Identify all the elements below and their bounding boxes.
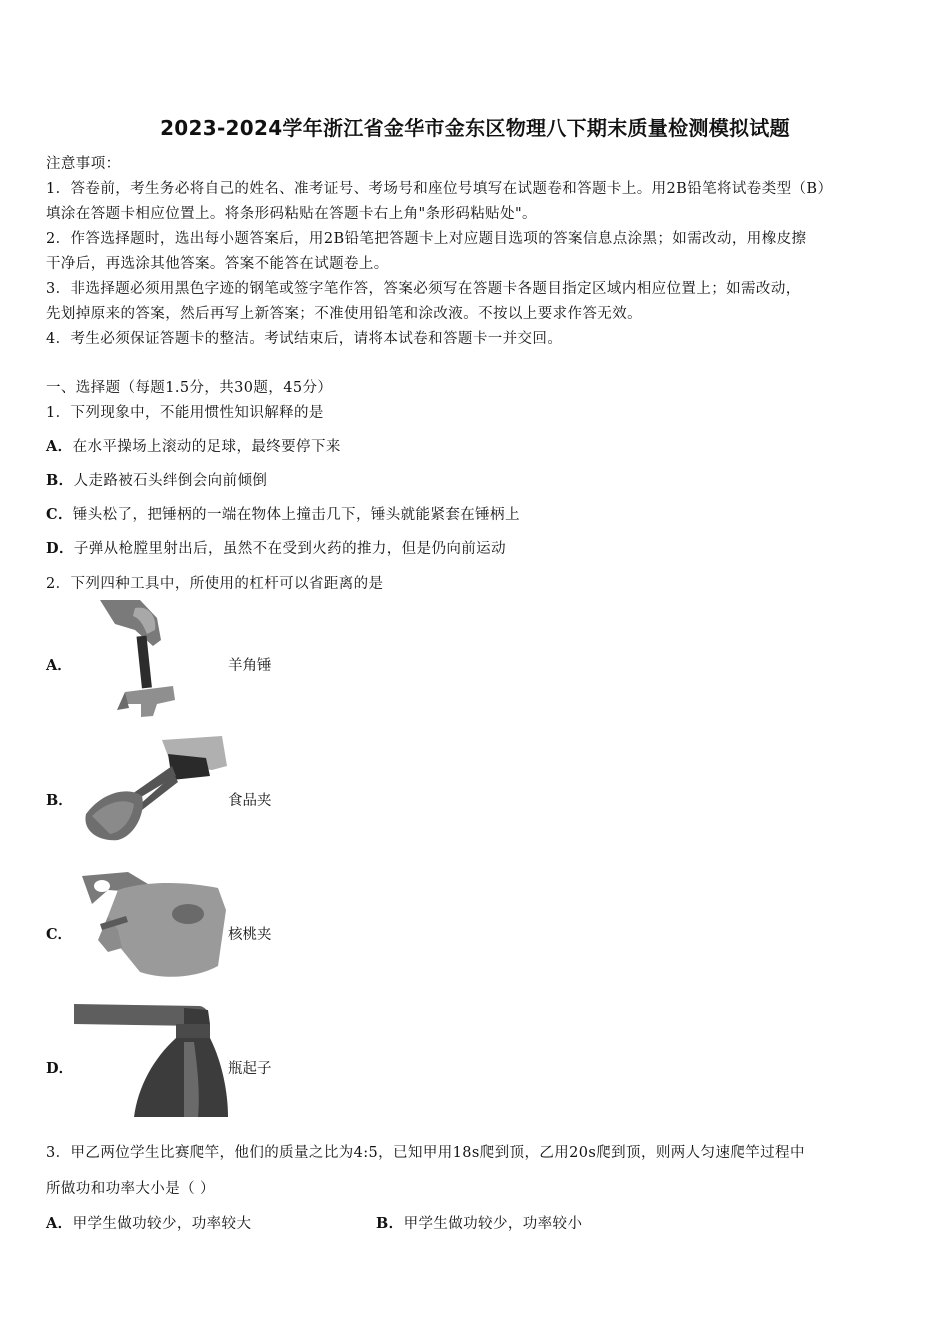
option-text: 甲学生做功较少，功率较小 (403, 1216, 583, 1232)
notice-line: 4．考生必须保证答题卡的整洁。考试结束后，请将本试卷和答题卡一并交回。 (46, 331, 563, 347)
option-text: 甲学生做功较少，功率较大 (72, 1216, 252, 1232)
q3-option-b (376, 1212, 582, 1233)
section-heading: 一、选择题（每题1.5分，共30题，45分） (46, 380, 333, 396)
option-letter: A． (46, 438, 73, 455)
question-2-stem: 2．下列四种工具中，所使用的杠杆可以省距离的是 (46, 576, 384, 592)
q2-option-a-letter: A． (46, 657, 72, 674)
notice-line: 2．作答选择题时，选出每小题答案后，用2B铅笔把答题卡上对应题目选项的答案信息点涂黑；如需改动，用橡皮擦 (46, 231, 807, 247)
q2-option-c-name: 核桃夹 (228, 927, 272, 943)
q2-option-b-letter: B． (46, 792, 73, 809)
question-1-stem: 1．下列现象中，不能用惯性知识解释的是 (46, 405, 324, 421)
notice-line: 1．答卷前，考生务必将自己的姓名、准考证号、考场号和座位号填写在试题卷和答题卡上。用2B铅笔将试卷类型（B） (46, 181, 833, 197)
q2-option-d-name: 瓶起子 (228, 1061, 272, 1077)
nutcracker-photo-icon (78, 870, 228, 982)
q1-option-d (46, 537, 506, 558)
q2-option-c-letter: C． (46, 926, 73, 943)
option-text: 在水平操场上滚动的足球，最终要停下来 (72, 439, 341, 455)
notice-line: 3．非选择题必须用黑色字迹的钢笔或签字笔作答，答案必须写在答题卡各题目指定区域内相应位置上；如需改动， (46, 281, 801, 297)
claw-hammer-photo-icon (95, 600, 205, 718)
notice-line: 先划掉原来的答案，然后再写上新答案；不准使用铅笔和涂改液。不按以上要求作答无效。 (46, 306, 642, 322)
option-letter: B． (376, 1215, 404, 1232)
option-letter: D． (46, 540, 74, 557)
q2-option-a-name: 羊角锤 (228, 658, 272, 674)
q2-option-d-letter: D． (46, 1060, 74, 1077)
food-tongs-photo-icon (72, 736, 227, 846)
q3-option-a (46, 1212, 251, 1233)
option-letter: A． (46, 1215, 73, 1232)
q1-option-a (46, 435, 341, 456)
question-3-stem: 3．甲乙两位学生比赛爬竿，他们的质量之比为4:5，已知甲用18s爬到顶，乙用20s爬到顶，则两人匀速爬竿过程中 (46, 1145, 805, 1161)
page-title: 2023-2024学年浙江省金华市金东区物理八下期末质量检测模拟试题 (160, 116, 790, 140)
option-text: 锤头松了，把锤柄的一端在物体上撞击几下，锤头就能紧套在锤柄上 (72, 507, 520, 523)
q2-option-b-name: 食品夹 (228, 793, 272, 809)
notice-heading: 注意事项： (46, 156, 121, 172)
option-letter: B． (46, 472, 74, 489)
option-text: 子弹从枪膛里射出后，虽然不在受到火药的推力，但是仍向前运动 (73, 541, 506, 557)
notice-line: 填涂在答题卡相应位置上。将条形码粘贴在答题卡右上角"条形码粘贴处"。 (46, 206, 537, 222)
option-text: 人走路被石头绊倒会向前倾倒 (73, 473, 268, 489)
q1-option-b (46, 469, 267, 490)
q1-option-c (46, 503, 520, 524)
option-letter: C． (46, 506, 73, 523)
question-3-stem-cont: 所做功和功率大小是（ ） (46, 1181, 215, 1197)
bottle-opener-photo-icon (72, 1002, 228, 1117)
notice-line: 干净后，再选涂其他答案。答案不能答在试题卷上。 (46, 256, 389, 272)
